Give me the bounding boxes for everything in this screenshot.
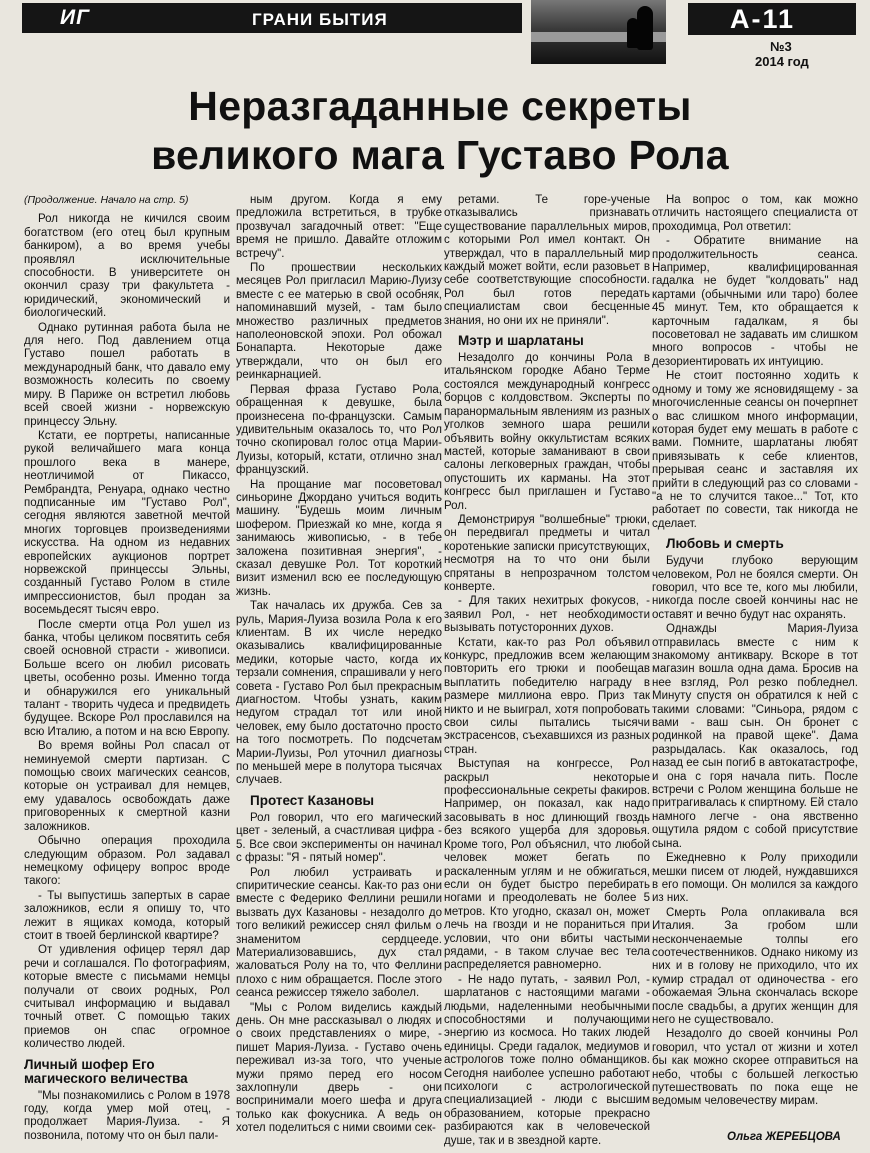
paragraph: - Для таких нехитрых фокусов, - заявил Рол, - нет необходимости вызывать потусторонних духов. <box>444 595 650 635</box>
page-number-bar <box>688 3 856 35</box>
paragraph: На прощание маг посоветовал синьорине Джордано учиться водить машину. "Будешь моим личным шофером. Приезжай ко мне, когда я занимаюсь живописью, - в тебе заложена позитивная энергия", - сказал девушке Рол. Тот короткий визит изменил всю ее последующую жизнь. <box>236 478 442 598</box>
subheading: Любовь и смерть <box>666 536 784 552</box>
subheading: Личный шофер Его магического величества <box>24 1056 188 1086</box>
paragraph: Будучи глубоко верующим человеком, Рол не боялся смерти. Он говорил, что все те, кого мы любили, никогда после своей кончины нас не оставят и вечно будут нас охранять. <box>652 555 858 621</box>
paragraph: Рол никогда не кичился своим богатством (его отец был крупным банкиром), а во время учебы проявлял исключительные способности. В университете он окончил сразу три факультета - юридический, экономический и биологический. <box>24 213 230 320</box>
paragraph: Однако рутинная работа была не для него. Под давлением отца Густаво пошел работать в международный банк, что давало ему возможность колесить по своему миру. В Париже он встретил любовь всей своей жизни - норвежскую принцессу Эльну. <box>24 321 230 428</box>
paragraph: Смерть Рола оплакивала вся Италия. За гробом шли несконченаемые толпы его соотечественников. Однако никому из них и в голову не приходило, что их кумир страдал от одиночества - его обожаемая Эльна скончалась вскоре после свадьбы, а других женщин для него не существовало. <box>652 906 858 1026</box>
paragraph: Рол говорил, что его магический цвет - зеленый, а счастливая цифра - 5. Все свои эксперименты он начинал с фразы: "Я - пятый номер". <box>236 811 442 865</box>
paragraph: - Обратите внимание на продолжительность сеанса. Например, квалифицированная гадалка не будет "колдовать" над картами (обычными или таро) более 45 минут. Тем, кто обращается к карточным гадалкам, я бы посоветовал не задавать им слишком много вопросов - чтобы не дезориентировать их интуицию. <box>652 235 858 368</box>
section-name: ГРАНИ БЫТИЯ <box>252 10 388 29</box>
paragraph: От удивления офицер терял дар речи и соглашался. По фотографиям, которые вместе с письмами немцы получали от своих родных, Рол считывал информацию и выдавал точный ответ. С помощью таких приемов он спас огромное количество людей. <box>24 944 230 1051</box>
article-headline <box>40 82 840 180</box>
paragraph: Так началась их дружба. Сев за руль, Мария-Луиза возила Рола к его клиентам. В их числе нередко оказывались квалифицированные медики, которые часто, когда их терзали сомнения, спрашивали у него совета - Густаво Рол был прекрасным диагностом. Чтобы узнать, каким недугом страдал тот или иной человек, ему было достаточно просто на того посмотреть. По подсчетам Марии-Луизы, Рол уточнил диагнозы по меньшей мере в полутора тысячах случаев. <box>236 600 442 787</box>
paragraph: Кстати, как-то раз Рол объявил конкурс, предложив всем желающим повторить его трюки и пообещав выплатить победителю награду в размере миллиона евро. Приз так никто и не выиграл, хотя попробовать свои силы пытались тысячи экстрасенсов, съехавшихся из разных стран. <box>444 636 650 756</box>
paragraph: "Мы познакомились с Ролом в 1978 году, когда умер мой отец, - продолжает Мария-Луиза. - Я позвонила, потому что он был пали- <box>24 1089 230 1142</box>
issue-year: 2014 год <box>755 54 809 69</box>
paragraph: Не стоит постоянно ходить к одному и тому же ясновидящему - за многочисленные сеансы он почерпнет о вас слишком много информации, которая будет ему мешать в работе с вами. Помните, шарлатаны любят привязывать к себе клиентов, прерывая сеанс и заставляя их прийти в следующий раз со словами - "а не то случится такое..." Тот, кто работает по совести, так никогда не сделает. <box>652 370 858 530</box>
paragraph: По прошествии нескольких месяцев Рол пригласил Марию-Луизу вместе с ее матерью в свой особняк, напоминавший музей, - там было множество различных предметов наполеоновской эпохи. Рол обожал Бонапарта. Некоторые даже утверждали, что он был его реинкарнацией. <box>236 262 442 382</box>
headline-line: Неразгаданные секреты <box>188 83 692 129</box>
paragraph: На вопрос о том, как можно отличить настоящего специалиста от проходимца, Рол ответил: <box>652 194 858 233</box>
paragraph: Демонстрируя "волшебные" трюки, он передвигал предметы и читал коротенькие записки присутствующих, несмотря на то что они были спрятаны в непрозрачном толстом конверте. <box>444 513 650 593</box>
page-number: А-11 <box>730 4 796 34</box>
continuation-note: (Продолжение. Начало на стр. 5) <box>24 194 189 206</box>
header-photo-silhouettes <box>531 0 666 64</box>
article-column-2 <box>236 194 442 1135</box>
section-header-bar <box>22 3 522 33</box>
paragraph: Обычно операция проходила следующим образом. Рол задавал немецкому офицеру вопрос вроде такого: <box>24 835 230 888</box>
paragraph: Выступая на конгрессе, Рол раскрыл некоторые профессиональные секреты факиров. Например, он показал, как надо засовывать в нос длинющий гвоздь без всякого ущерба для здоровья. Кроме того, Рол объяснил, что любой человек может бегать по раскаленным углям и не обжигаться, если он будет быстро перебирать ногами и преодолевать не более 5 метров. Кто угодно, сказал он, может лечь на гвозди и не пораниться при условии, что они вбиты частыми рядами, - в таком случае вес тела распределяется равномерно. <box>444 758 650 972</box>
paragraph: Незадолго до кончины Рола в итальянском городке Абано Терме состоялся международный конгресс борцов с колдовством. Эксперты по паранормальным явлениям из разных уголков земного шара решили объявить войну оккультистам всяких мастей, которые заманивают в свои салоны легковерных граждан, чтобы опустошить их карманы. На этот конгресс был приглашен и Густаво Рол. <box>444 352 650 512</box>
paragraph: "Мы с Ролом виделись каждый день. Он мне рассказывал о людях и о своих представлениях о мире, - пишет Мария-Луиза. - Густаво очень переживал из-за того, что ученые мужи прямо перед его носом захлопнули дверь - они воспринимали моего шефа и друга только как фокусника. А ведь он хотел поделиться с ними своими сек- <box>236 1001 442 1135</box>
paragraph: Первая фраза Густаво Рола, обращенная к девушке, была произнесена по-французски. Самым удивительным оказалось то, что Рол точно скопировал голос отца Марии-Луизы, который, кстати, отлично знал французский. <box>236 383 442 477</box>
section-code: ИГ <box>60 6 90 29</box>
paragraph: После смерти отца Рол ушел из банка, чтобы целиком посвятить себя своей основной страсти - живописи. Больше всего он любил рисовать цветы, особенно розы. Именно тогда и обнаружился его уникальный талант - творить чудеса и предвидеть будущее. Вскоре Рол прославился на всю Италию, а потом и на всю Европу. <box>24 618 230 738</box>
subheading: Мэтр и шарлатаны <box>458 333 584 349</box>
paragraph: - Не надо путать, - заявил Рол, - шарлатанов с настоящими магами - людьми, наделенными необычными способностями и получающими энергию из космоса. Но таких людей единицы. Среди гадалок, медиумов и астрологов тоже полно обманщиков. Сегодня наиболее успешно работают психологи с астрологической специализацией - люди с высшим образованием, которые прекрасно разбираются как в человеческой душе, так и в звездной карте. <box>444 973 650 1147</box>
paragraph: ретами. Те горе-ученые отказывались признавать существование параллельных миров, с которыми Рол имел контакт. Он утверждал, что в параллельный мир каждый может войти, если разовьет в себе соответствующие способности. Рол был готов передать специалистам свои бесценные знания, но они их не приняли". <box>444 194 650 327</box>
article-column-3 <box>444 194 650 1147</box>
headline-line: великого мага Густаво Рола <box>151 132 729 178</box>
photo-figure <box>637 6 653 50</box>
paragraph: Ежедневно к Ролу приходили мешки писем от людей, нуждавшихся в его помощи. Он молился за каждого из них. <box>652 852 858 905</box>
subheading: Протест Казановы <box>250 792 375 808</box>
paragraph: Однажды Мария-Луиза отправилась вместе с ним к знакомому антиквару. Вскоре в тот магазин вошла одна дама. Бросив на нее взгляд, Рол резко побледнел. Минуту спустя он обратился к ней с такими словами: "Синьора, рядом с вами - ваш сын. Он бронет с родинкой на правой щеке". Дама разрыдалась. Как оказалось, год назад ее сын погиб в автокатастрофе, и она с горя начала пить. После встречи с Ролом женщина больше не притрагивалась к спиртному. Ей стало намного легче - она явственно ощутила рядом с собой присутствие сына. <box>652 623 858 850</box>
paragraph: Кстати, ее портреты, написанные рукой величайшего мага конца прошлого века в манере, неотличимой от Пикассо, Рембрандта, Ренуара, однако честно подписанные им "Густаво Рол", сегодня являются заветной мечтой многих торговцев произведениями искусства. На одном из недавних европейских аукционов портрет норвежской принцессы Эльны, созданный Густаво Ролом в стиле импрессионистов, был продан за восемьдесят тысяч евро. <box>24 429 230 617</box>
paragraph: Рол любил устраивать и спиритические сеансы. Как-то раз они вместе с Федерико Феллини решили вызвать дух Казановы - незадолго до того великий режиссер снял фильм о знаменитом сердцееде. Материализовавшись, дух стал жаловаться Ролу на то, что Феллини плохо с ним обращается. После этого сеанса режиссер тяжело заболел. <box>236 866 442 1000</box>
paragraph: - Ты выпустишь запертых в сарае заложников, если я опишу то, что лежит в ящиках комода, который стоит в твоей берлинской квартире? <box>24 889 230 942</box>
issue-number: №3 <box>770 39 792 54</box>
paragraph: Незадолго до своей кончины Рол говорил, что устал от жизни и хотел бы как можно скорее отправиться на небо, чтобы с большей легкостью путешествовать по пока еще не ведомым человечеству мирам. <box>652 1028 858 1108</box>
article-column-4 <box>652 194 858 1129</box>
paragraph: ным другом. Когда я ему предложила встретиться, в трубке прозвучал загадочный ответ: "Еще время не пришло. Давайте отложим встречу". <box>236 194 442 260</box>
paragraph: Во время войны Рол спасал от неминуемой смерти партизан. С помощью своих магических сеансов, которые он устраивал для немцев, ему удавалось освобождать даже приговоренных к смертной казни заложников. <box>24 740 230 833</box>
article-column-1 <box>24 194 230 1142</box>
author-byline: Ольга ЖЕРЕБЦОВА <box>727 1131 841 1143</box>
